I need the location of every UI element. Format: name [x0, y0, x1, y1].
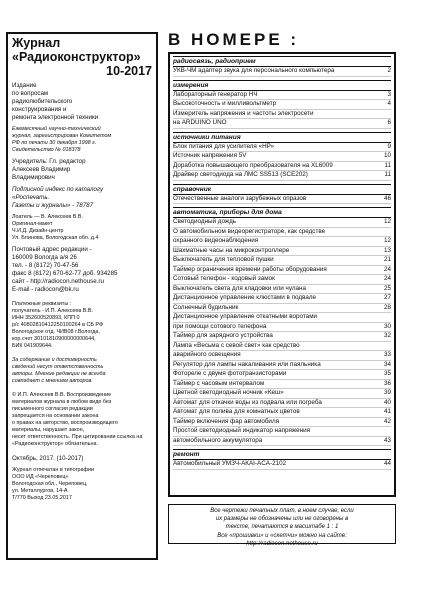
toc-entry-page: 6 [387, 119, 391, 126]
contents-heading: В НОМЕРЕ : [168, 30, 300, 49]
toc-entry [173, 162, 391, 172]
toc-entry-title: Выключатель света для кладовки или чулана [173, 284, 307, 292]
issue-number: 10-2017 [106, 64, 152, 78]
printing-info [12, 467, 152, 502]
payment-line: Вологодское отд. ЧИВ08 г.Вологда, [12, 329, 100, 335]
toc-entry-title: Драйвер светодиода на ЛМС SS513 (SCE202) [173, 171, 308, 178]
toc-entry-page: 21 [383, 256, 391, 263]
subscription-line: Подписной индекс по каталогу [12, 186, 104, 193]
intro-line: ремонта электронной техники [12, 114, 99, 121]
toc-entry [173, 195, 391, 205]
toc-entry-page: 42 [383, 417, 391, 425]
intro-line: Издание [12, 82, 37, 89]
note-line: их размеры не обозначены или не оговорены в [215, 516, 349, 523]
payment-line: Платежные реквизиты : [12, 301, 72, 307]
toc-entry-title: Таймер включения фар автомобиля [173, 417, 280, 425]
toc-section-title: справочник [173, 184, 391, 195]
address-line: Почтовый адрес редакции - [12, 246, 92, 253]
toc-entry-page: 24 [383, 265, 391, 273]
footnote-box [168, 504, 396, 547]
table-of-contents [168, 52, 396, 497]
note-line: http://radiocon.nethouse.ru [246, 540, 318, 547]
toc-entry-title: Шахматные часы на микроконтроллере [173, 246, 290, 254]
toc-entry-page: 40 [383, 398, 391, 406]
printing-line: Журнал отпечатан в типографии [12, 467, 95, 473]
note-line: тексте, печатаются в масштабе 1 : 1 [225, 524, 339, 531]
toc-entry-title: аварийного освещения [173, 351, 241, 358]
disclaimer-line: совпадает с мнением авторов. [12, 378, 93, 384]
toc-entry-page: 2 [387, 67, 391, 74]
toc-entry-title: Дистанционное управление клюстами в подвале [173, 294, 317, 301]
license-line: Свидетельство № 018378 [12, 147, 81, 153]
staff-line: Лоатель — В. Алексеев В.В. [12, 214, 83, 220]
printing-line: ООО ИД «Череповец» [12, 474, 69, 480]
copyright-line: письменного согласия редакции [12, 406, 93, 412]
magazine-title: Журнал «Радиоконструктор» [12, 36, 141, 64]
subscription-index [12, 186, 152, 210]
toc-entry-title: Блок питания для усилителя «НР» [173, 142, 274, 150]
toc-entry-page: 3 [387, 90, 391, 98]
toc-entry-title: Таймер с часовым интервалом [173, 379, 265, 387]
disclaimer-line: авторы. Мнение редакции не всегда [12, 371, 106, 377]
toc-section-title: измерения [173, 80, 391, 91]
intro-line: конструирования и [12, 106, 67, 113]
toc-entry-title: Выключатель для тепловой пушки [173, 256, 274, 263]
toc-entry-title: Автомат для откачки воды из подвала или погреба [173, 398, 322, 406]
intro-line: по вопросам [12, 90, 49, 97]
copyright-line: о правах на авторство, воспроизводящего [12, 420, 118, 426]
toc-entry-page: 32 [383, 332, 391, 339]
license-line: РФ по печати 30 декабря 1998 г. [12, 140, 97, 146]
printing-line: ул. Металлургов, 14-А [12, 488, 68, 494]
toc-entry [173, 143, 391, 153]
toc-entry-title: Простой светодиодный индикатор напряжения [173, 427, 311, 434]
toc-entry-page: 27 [383, 294, 391, 301]
toc-entry [173, 152, 391, 162]
address-line: факс 8 (8172) 670-62-77 доб. 934285 [12, 270, 118, 277]
toc-entry [173, 399, 391, 409]
toc-entry-title: Солнечный будильник [173, 303, 239, 311]
toc-entry-page: 35 [383, 370, 391, 377]
note-line: Все чертежи печатных плат, в ноем случае, если [210, 508, 354, 514]
toc-entry-title: О автомобильном видеорегистраторе, как средстве [173, 227, 326, 235]
license-line: журнал, зарегистрирован Комитетом [12, 133, 112, 139]
toc-entry [173, 418, 391, 428]
toc-entry [173, 389, 391, 399]
toc-entry [173, 294, 391, 304]
toc-entry [173, 247, 391, 257]
toc-entry [173, 100, 391, 110]
toc-entry-title: Лампа «Весьма с севой свет» как средство [173, 341, 300, 349]
toc-entry [173, 285, 391, 295]
toc-entry [173, 256, 391, 266]
toc-entry [173, 351, 391, 361]
toc-entry-title: охранного видеонаблюдения [173, 237, 259, 244]
address-line: 160009 Вологда а/я 26 [12, 254, 77, 261]
founder-name [12, 166, 152, 182]
toc-section-title: ремонт [173, 449, 391, 460]
toc-entry [173, 408, 391, 418]
toc-entry [173, 237, 391, 247]
toc-entry-page: 4 [387, 100, 391, 107]
copyright-line: © И.П. Алексеев В.В. Воспроизведение [12, 392, 112, 398]
toc-entry-page: 34 [383, 360, 391, 368]
toc-entry-title: Лабораторный генератор НЧ [173, 90, 258, 98]
copyright-line: «Радиоконструктор» обязательна. [12, 441, 98, 447]
toc-entry [173, 119, 391, 129]
disclaimer-line: сведений несут ответственность [12, 364, 104, 370]
toc-entry-title: Высокоточность и милливольтметр [173, 100, 277, 107]
registration-info [12, 126, 152, 154]
toc-entry [173, 427, 391, 437]
toc-entry-page: 12 [383, 237, 391, 244]
payment-line: ИНН 352600520893, КПП 0 [12, 315, 80, 321]
toc-entry-title: на ARDUINO UNO [173, 119, 227, 126]
staff-line: Ул. Блинова, Вологодская обл. д.4 [12, 235, 99, 241]
toc-entry [173, 380, 391, 390]
payment-details [12, 301, 152, 350]
toc-entry-page: 12 [383, 218, 391, 225]
publication-description [12, 82, 152, 122]
toc-entry [173, 361, 391, 371]
toc-entry-page: 9 [387, 142, 391, 150]
staff-line: Оригинал-макет [12, 221, 53, 227]
toc-entry-page: 25 [383, 284, 391, 292]
toc-entry [173, 304, 391, 314]
subscription-line: Газеты и журналы» - 78787 [12, 202, 94, 209]
toc-entry-page: 44 [383, 460, 391, 467]
intro-line: радиолюбительского [12, 98, 73, 105]
editorial-address [12, 246, 152, 294]
staff-line: Ч.И.Д. Дизайн-центр [12, 228, 64, 234]
toc-entry-title: Измеритель напряжения и частоты электросети [173, 109, 314, 117]
issue-date: Октябрь, 2017. (10-2017) [12, 455, 84, 462]
imprint-column [6, 32, 158, 560]
toc-entry-title: Отечественные аналоги зарубежных опразов [173, 194, 307, 202]
toc-entry-title: Регулятор для лампы накаливания или паяльника [173, 360, 321, 368]
toc-entry [173, 228, 391, 238]
toc-entry-title: Сотовый телефон - кодовый замок [173, 275, 275, 282]
toc-entry-title: Таймер ограничения времени работы оборудования [173, 265, 327, 273]
toc-entry-page: 36 [383, 379, 391, 387]
address-line: E-mail - radiocon@bk.ru [12, 286, 79, 293]
copyright-line: материалы, нарушает закон, [12, 427, 85, 433]
printing-line: Вологодская обл., Череповец, [12, 481, 88, 487]
toc-entry-page: 24 [383, 275, 391, 282]
toc-entry [173, 323, 391, 333]
toc-entry-title: Автомобильный УМЗЧ-АКАI-ACA-2102 [173, 460, 287, 467]
toc-entry [173, 370, 391, 380]
toc-section-title: источники питания [173, 132, 391, 143]
toc-entry [173, 275, 391, 285]
printing-line: Т/770 Выход 23.05.2017 [12, 495, 72, 501]
payment-line: р/с 40802810412250100264 в СБ РФ [12, 322, 104, 328]
toc-entry-title: Таймер для зарядного устройства [173, 332, 273, 339]
toc-entry-title: Дистанционное управление откатными воротами [173, 313, 318, 320]
toc-entry-page: 46 [383, 194, 391, 202]
toc-entry-title: Фотореле с двумя фототранзисторами [173, 370, 287, 377]
toc-entry [173, 342, 391, 352]
subscription-line: «Роспечать. [12, 194, 50, 201]
toc-entry [173, 266, 391, 276]
copyright-line: несет ответственность. При цитировании ссылка на [12, 434, 143, 440]
toc-entry-page: 10 [383, 152, 391, 159]
address-line: сайт - http://radiocon.nethouse.ru [12, 278, 104, 285]
toc-entry-page: 11 [384, 161, 391, 169]
toc-entry-page: 43 [383, 436, 391, 444]
toc-entry [173, 67, 391, 77]
toc-entry [173, 171, 391, 181]
staff-list [12, 214, 152, 242]
toc-entry-page: 33 [383, 351, 391, 358]
toc-entry [173, 91, 391, 101]
toc-entry-page: 41 [383, 408, 391, 415]
toc-entry-title: Цветной светодиодный ночник «Кеш» [173, 389, 284, 396]
toc-entry [173, 218, 391, 228]
disclaimer-line: За содержание и достоверность [12, 357, 97, 363]
toc-entry-title: Источник напряжения 5V [173, 152, 247, 159]
toc-entry [173, 437, 391, 447]
toc-entry-page: 28 [383, 303, 391, 311]
license-line: Ежемесячный научно-технический [12, 126, 101, 132]
toc-entry-page: 11 [384, 171, 391, 178]
toc-entry [173, 332, 391, 342]
toc-entry-title: Автомат для полива для комнатных цветов [173, 408, 300, 415]
toc-entry [173, 460, 391, 470]
toc-section-title: радиосвязь, радиоприем [173, 56, 391, 67]
address-line: тел. - 8 (8172) 70-47-56 [12, 262, 79, 269]
payment-line: кор.счет 30101810900000000644, [12, 336, 96, 342]
toc-entry-title: автомобильного аккумулятора [173, 436, 263, 444]
toc-entry-page: 39 [383, 389, 391, 396]
payment-line: БИК 041909644. [12, 343, 53, 349]
copyright-line: запрещается на основании закона [12, 413, 99, 419]
toc-entry-title: при помощи сотового телефона [173, 322, 267, 330]
toc-entry-page: 30 [383, 322, 391, 330]
toc-entry [173, 313, 391, 323]
disclaimer [12, 357, 152, 385]
toc-entry-title: Светодиодный дождь [173, 218, 237, 225]
copyright-notice [12, 392, 152, 448]
toc-entry-title: Доработка повышающего преобразователя на XL6009 [173, 161, 333, 169]
toc-entry [173, 110, 391, 120]
toc-entry-title: УКВ-ЧМ адаптер звука для персонального компьютера [173, 67, 335, 74]
toc-entry-page: 13 [383, 246, 391, 254]
founder-label: Учредитель: Гл. редактор [12, 158, 86, 165]
note-line: Все «прошивки» и «скетчи» можно на сайте: [217, 532, 347, 539]
founder-line: Владимирович [12, 174, 55, 181]
copyright-line: материалов журнала в любом виде без [12, 399, 112, 405]
payment-line: получатель - И.П. Алексеев В.В. [12, 308, 93, 314]
toc-section-title: автоматика, приборы для дома [173, 207, 391, 218]
founder-line: Алексеев Владимир [12, 166, 71, 173]
